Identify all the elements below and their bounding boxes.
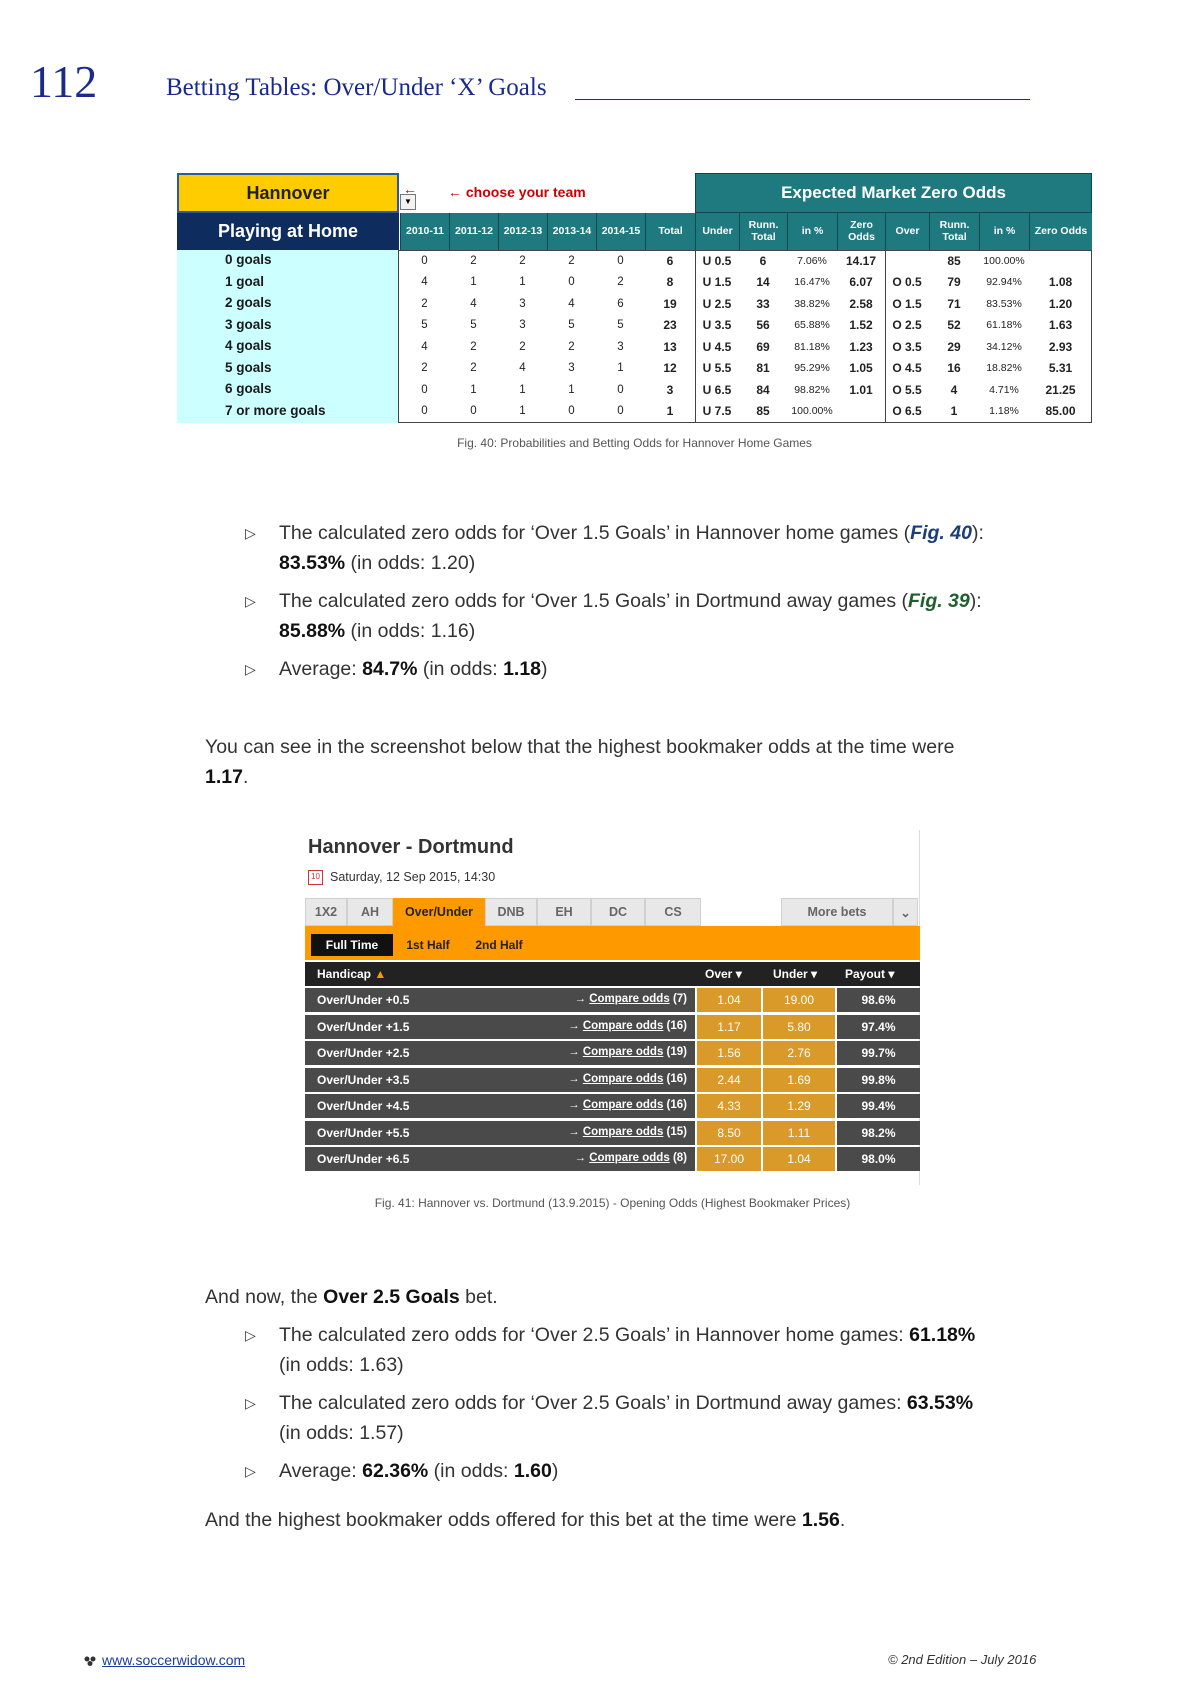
bet-type-tabs	[305, 898, 920, 926]
sort-up-icon: ▲	[374, 967, 387, 981]
season-header: 2011-12	[449, 213, 498, 250]
goal-label: 5 goals	[225, 359, 272, 375]
table-cell: 21.25	[1045, 382, 1076, 397]
table-cell: U 5.5	[702, 361, 732, 375]
table-cell: 2	[568, 340, 575, 353]
table-cell: O 6.5	[892, 404, 922, 418]
table-cell: 100.00%	[791, 405, 833, 417]
table-cell: 7.06%	[797, 254, 827, 267]
table-cell: O 1.5	[892, 296, 922, 311]
table-cell: O 5.5	[892, 382, 922, 397]
fig41-odds-screenshot	[305, 830, 920, 1185]
over-header[interactable]: Over ▾	[705, 967, 742, 981]
table-cell: 2	[617, 276, 624, 288]
table-cell: 2	[470, 362, 477, 374]
table-cell: 3	[568, 362, 575, 374]
table-cell: 71	[947, 296, 961, 311]
fig40-table	[177, 173, 1092, 423]
bullet-list-1	[245, 518, 1015, 692]
tab-ah[interactable]: AH	[347, 898, 393, 926]
table-cell: 13	[663, 339, 677, 354]
table-cell: O 2.5	[892, 318, 922, 332]
payout-value: 97.4%	[837, 1015, 920, 1039]
table-cell: 2	[470, 254, 477, 267]
market-header: Runn. Total	[739, 213, 787, 250]
odds-table-header	[305, 962, 920, 986]
over-odds[interactable]: 1.56	[697, 1041, 761, 1065]
odds-row	[305, 1015, 920, 1041]
page-number: 112	[30, 56, 98, 107]
market-zero-odds-title: Expected Market Zero Odds	[695, 173, 1092, 213]
paragraph-highest-odds: And the highest bookmaker odds offered for this bet at the time were 1.56.	[205, 1509, 846, 1531]
table-cell: 5	[421, 319, 428, 331]
season-header: 2013-14	[547, 213, 596, 250]
table-cell: 3	[519, 319, 526, 331]
goal-label: 7 or more goals	[225, 402, 326, 418]
under-header[interactable]: Under ▾	[773, 967, 818, 981]
table-cell: 6	[759, 253, 767, 268]
table-cell: 4	[470, 297, 477, 310]
bullet-item: ▷ The calculated zero odds for ‘Over 1.5 Goals’ in Dortmund away games (Fig. 39): 85.88% (in odds: 1.16)	[245, 586, 1015, 646]
goal-label: 2 goals	[225, 295, 272, 310]
table-cell: 84	[756, 382, 770, 397]
choose-arrow-icon: ←	[403, 181, 417, 197]
market-header: in %	[979, 213, 1029, 250]
table-cell: 1	[519, 383, 526, 396]
fig41-caption: Fig. 41: Hannover vs. Dortmund (13.9.2015) - Opening Odds (Highest Bookmaker Prices)	[374, 1196, 851, 1210]
over-odds[interactable]: 17.00	[697, 1147, 761, 1171]
table-cell: O 0.5	[892, 275, 922, 289]
table-cell: 4	[568, 297, 575, 310]
tab-dnb[interactable]: DNB	[485, 898, 537, 926]
table-cell: 14.17	[845, 253, 877, 268]
footer-edition: © 2nd Edition – July 2016	[888, 1652, 1037, 1667]
table-cell: 0	[470, 405, 477, 417]
sort-down-icon: ▾	[888, 967, 895, 981]
table-cell: 1.05	[849, 361, 873, 375]
under-odds[interactable]: 1.69	[763, 1068, 835, 1092]
table-cell: 61.18%	[986, 319, 1022, 331]
payout-value: 98.0%	[837, 1147, 920, 1171]
table-cell: U 6.5	[702, 382, 732, 397]
goals-column	[177, 250, 399, 423]
odds-row	[305, 1068, 920, 1094]
soccer-ball-icon	[84, 1656, 96, 1666]
table-cell: 1.63	[1048, 318, 1073, 332]
table-cell: 1.01	[849, 382, 873, 397]
table-cell: 69	[756, 339, 770, 354]
playing-at-home-title: Playing at Home	[177, 213, 399, 250]
table-cell: 0	[421, 383, 428, 396]
market-header: in %	[787, 213, 837, 250]
table-cell: 85.00	[1045, 404, 1076, 418]
team-dropdown-icon[interactable]: ▼	[400, 194, 416, 210]
odds-row	[305, 1121, 920, 1147]
over-odds[interactable]: 2.44	[697, 1068, 761, 1092]
calendar-icon: 10	[308, 870, 323, 885]
table-cell: 38.82%	[794, 297, 830, 310]
table-cell: 33	[756, 296, 770, 311]
tab-dc[interactable]: DC	[591, 898, 645, 926]
more-bets-button[interactable]: More bets	[781, 898, 893, 926]
team-select-cell[interactable]: Hannover	[177, 173, 399, 213]
table-cell: 16.47%	[794, 276, 830, 288]
sort-down-icon: ▾	[735, 967, 742, 981]
season-header: 2012-13	[498, 213, 547, 250]
payout-value: 98.2%	[837, 1121, 920, 1145]
table-cell: 1	[519, 405, 526, 417]
market-header: Zero Odds	[1029, 213, 1092, 250]
goal-label: 0 goals	[225, 252, 272, 267]
bullet-arrow-icon: ▷	[245, 1395, 256, 1411]
table-cell: 5.31	[1048, 361, 1073, 375]
handicap-name: Over/Under +4.5 → Compare odds (16)	[305, 1094, 695, 1118]
compare-odds-link[interactable]: → Compare odds (8)	[574, 1152, 687, 1164]
table-cell: 3	[666, 382, 674, 397]
table-cell: 83.53%	[986, 297, 1022, 310]
compare-odds-link[interactable]: → Compare odds (16)	[568, 1099, 687, 1111]
odds-row	[305, 1041, 920, 1067]
chapter-title: Betting Tables: Over/Under ‘X’ Goals	[166, 74, 547, 101]
table-cell: 52	[947, 318, 961, 332]
table-cell: 2	[519, 340, 526, 353]
table-cell: U 7.5	[702, 404, 732, 418]
table-cell: 2	[519, 254, 526, 267]
table-cell: 1	[470, 276, 477, 288]
handicap-name: Over/Under +1.5 → Compare odds (16)	[305, 1015, 695, 1039]
payout-value: 98.6%	[837, 988, 920, 1012]
over-odds[interactable]: 1.17	[697, 1015, 761, 1039]
table-cell: 6.07	[849, 275, 873, 289]
table-cell: 18.82%	[986, 362, 1022, 374]
table-cell: 8	[666, 275, 674, 289]
subtab-1st-half[interactable]: 1st Half	[406, 938, 450, 952]
table-cell: 1.23	[849, 339, 873, 354]
bullet-arrow-icon: ▷	[245, 1327, 256, 1343]
bullet-arrow-icon: ▷	[245, 593, 256, 609]
table-cell: 1	[950, 404, 958, 418]
table-cell: 4	[519, 362, 526, 374]
table-cell: 1.18%	[989, 405, 1019, 417]
under-odds[interactable]: 2.76	[763, 1041, 835, 1065]
payout-header[interactable]: Payout ▾	[845, 967, 895, 981]
table-cell: U 2.5	[702, 296, 732, 311]
table-cell: 81	[756, 361, 770, 375]
table-cell: 12	[663, 361, 677, 375]
table-cell: 0	[568, 276, 575, 288]
subtab-2nd-half[interactable]: 2nd Half	[475, 938, 523, 952]
table-cell: 2.58	[849, 296, 873, 311]
handicap-name: Over/Under +0.5 → Compare odds (7)	[305, 988, 695, 1012]
market-header: Under	[695, 213, 739, 250]
table-cell: 2	[421, 297, 428, 310]
market-header: Runn. Total	[929, 213, 979, 250]
fig40-caption: Fig. 40: Probabilities and Betting Odds for Hannover Home Games	[457, 436, 812, 450]
table-cell: 19	[663, 296, 677, 311]
chevron-down-icon[interactable]: ⌄	[893, 898, 918, 926]
table-cell: 14	[756, 275, 770, 289]
bullet-item: ▷ The calculated zero odds for ‘Over 2.5 Goals’ in Dortmund away games: 63.53% (in odds: 1.57)	[245, 1388, 1015, 1448]
table-cell: 98.82%	[794, 383, 830, 396]
table-cell: 85	[756, 404, 770, 418]
table-cell: 5	[470, 319, 477, 331]
table-cell: 0	[421, 405, 428, 417]
table-cell: 4.71%	[989, 383, 1019, 396]
table-cell: 4	[421, 340, 428, 353]
under-odds[interactable]: 5.80	[763, 1015, 835, 1039]
payout-value: 99.4%	[837, 1094, 920, 1118]
compare-odds-link[interactable]: → Compare odds (7)	[574, 993, 687, 1005]
goal-label: 4 goals	[225, 338, 272, 353]
bullet-item: ▷ The calculated zero odds for ‘Over 1.5 Goals’ in Hannover home games (Fig. 40): 83.53% (in odds: 1.20)	[245, 518, 1015, 578]
period-subtabs	[305, 926, 920, 960]
tab-1x2[interactable]: 1X2	[305, 898, 347, 926]
tab-cs[interactable]: CS	[645, 898, 701, 926]
choose-team-note: ← choose your team	[448, 184, 586, 200]
bullet-item: ▷ The calculated zero odds for ‘Over 2.5 Goals’ in Hannover home games: 61.18% (in odds: 1.63)	[245, 1320, 1015, 1380]
handicap-name: Over/Under +6.5 → Compare odds (8)	[305, 1147, 695, 1171]
table-cell: 2	[568, 254, 575, 267]
table-cell: 0	[617, 405, 624, 417]
table-cell: 2	[421, 362, 428, 374]
table-cell: 95.29%	[794, 362, 830, 374]
table-cell: 1.08	[1048, 275, 1073, 289]
compare-odds-link[interactable]: → Compare odds (16)	[568, 1072, 687, 1085]
odds-row	[305, 988, 920, 1014]
tab-eh[interactable]: EH	[537, 898, 591, 926]
table-cell: 100.00%	[983, 254, 1025, 267]
table-cell: 79	[947, 275, 961, 289]
handicap-header[interactable]: Handicap ▲	[317, 967, 387, 981]
table-cell: 1	[666, 404, 674, 418]
table-cell: O 4.5	[892, 361, 922, 375]
bullet-arrow-icon: ▷	[245, 1463, 256, 1479]
compare-odds-link[interactable]: → Compare odds (19)	[568, 1046, 687, 1058]
table-cell	[1029, 250, 1092, 271]
table-cell: 3	[519, 297, 526, 310]
table-cell: 3	[617, 340, 624, 353]
table-cell: 1	[568, 383, 575, 396]
over-odds[interactable]: 4.33	[697, 1094, 761, 1118]
table-cell: 4	[950, 382, 958, 397]
chapter-rule	[575, 99, 1030, 100]
under-odds[interactable]: 1.29	[763, 1094, 835, 1118]
odds-row	[305, 1094, 920, 1120]
table-cell: 34.12%	[986, 340, 1022, 353]
table-cell	[837, 401, 885, 422]
table-cell: U 4.5	[702, 339, 732, 354]
payout-value: 99.7%	[837, 1041, 920, 1065]
handicap-name: Over/Under +3.5 → Compare odds (16)	[305, 1068, 695, 1092]
goal-label: 1 goal	[225, 273, 265, 289]
table-cell: 65.88%	[794, 319, 830, 331]
market-header: Over	[885, 213, 929, 250]
goal-label: 6 goals	[225, 381, 272, 396]
table-cell: 2.93	[1048, 339, 1073, 354]
tab-over-under[interactable]: Over/Under	[393, 898, 485, 926]
table-cell: 16	[947, 361, 961, 375]
table-cell: 1.52	[849, 318, 873, 332]
compare-odds-link[interactable]: → Compare odds (15)	[568, 1125, 687, 1138]
table-cell: 0	[568, 405, 575, 417]
under-odds[interactable]: 19.00	[763, 988, 835, 1012]
handicap-name: Over/Under +2.5 → Compare odds (19)	[305, 1041, 695, 1065]
table-cell: U 0.5	[702, 253, 732, 268]
market-header: Zero Odds	[837, 213, 885, 250]
bullet-item-average: ▷ Average: 62.36% (in odds: 1.60)	[245, 1456, 1015, 1486]
bullet-arrow-icon: ▷	[245, 525, 256, 541]
odds-row	[305, 1147, 920, 1173]
compare-odds-link[interactable]: → Compare odds (16)	[568, 1019, 687, 1032]
table-cell: 0	[421, 254, 428, 267]
table-cell: 23	[663, 318, 677, 332]
footer-website-link[interactable]: www.soccerwidow.com	[102, 1652, 246, 1668]
bullet-list-2	[245, 1320, 1015, 1494]
under-odds[interactable]: 1.11	[763, 1121, 835, 1145]
table-cell: 1	[470, 383, 477, 396]
under-odds[interactable]: 1.04	[763, 1147, 835, 1171]
table-cell: 56	[756, 318, 770, 332]
season-header: 2014-15	[596, 213, 645, 250]
table-cell: 1	[519, 276, 526, 288]
table-cell: O 3.5	[892, 339, 922, 354]
table-cell: 0	[617, 254, 624, 267]
table-cell: 2	[470, 340, 477, 353]
table-cell	[885, 250, 929, 271]
table-cell: 1.20	[1048, 296, 1073, 311]
subtab-full-time[interactable]: Full Time	[311, 934, 393, 956]
season-header: Total	[645, 213, 695, 250]
payout-value: 99.8%	[837, 1068, 920, 1092]
table-cell: 5	[617, 319, 624, 331]
table-cell: U 3.5	[702, 318, 732, 332]
table-cell: 0	[617, 383, 624, 396]
goal-label: 3 goals	[225, 316, 272, 332]
table-cell: 29	[947, 339, 961, 354]
bullet-item-average: ▷ Average: 84.7% (in odds: 1.18)	[245, 654, 1015, 684]
match-title: Hannover - Dortmund	[308, 836, 514, 858]
table-cell: 6	[617, 297, 624, 310]
table-cell: U 1.5	[702, 275, 732, 289]
bullet-arrow-icon: ▷	[245, 661, 256, 677]
table-cell: 4	[421, 276, 428, 288]
sort-down-icon: ▾	[811, 967, 818, 981]
table-cell: 81.18%	[794, 340, 830, 353]
over-odds[interactable]: 1.04	[697, 988, 761, 1012]
paragraph-over-2-5: And now, the Over 2.5 Goals bet.	[205, 1286, 498, 1308]
table-cell: 85	[947, 253, 961, 268]
table-cell: 6	[666, 253, 674, 268]
table-cell: 1	[617, 362, 624, 374]
over-odds[interactable]: 8.50	[697, 1121, 761, 1145]
table-cell: 92.94%	[986, 276, 1022, 288]
match-date: Saturday, 12 Sep 2015, 14:30	[330, 870, 496, 884]
season-header: 2010-11	[400, 213, 449, 250]
table-cell: 5	[568, 319, 575, 331]
handicap-name: Over/Under +5.5 → Compare odds (15)	[305, 1121, 695, 1145]
paragraph-screenshot-note: You can see in the screenshot below that the highest bookmaker odds at the time were 1.17.	[205, 736, 955, 788]
